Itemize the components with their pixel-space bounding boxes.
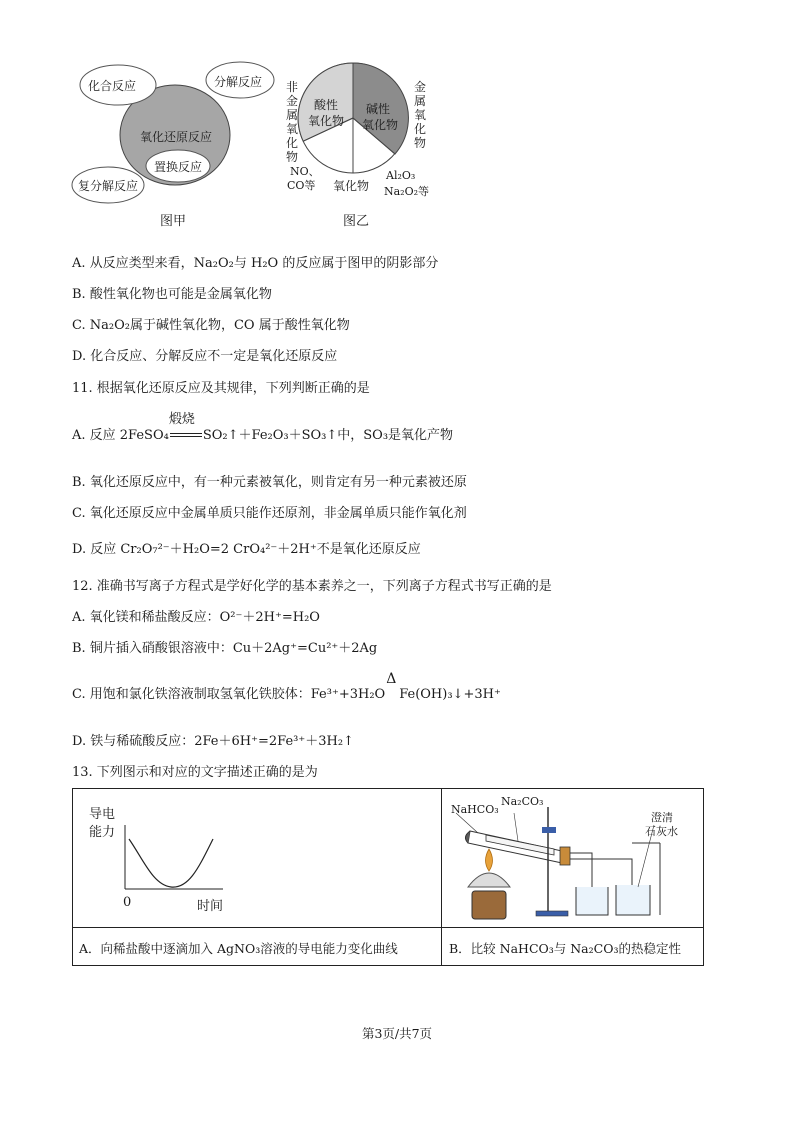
- basic-label-2: 氧化物: [362, 118, 399, 132]
- acidic-label-1: 酸性: [314, 98, 339, 112]
- stand-base: [536, 911, 568, 916]
- alcohol-lamp-base: [472, 891, 506, 919]
- page-footer: 第3页/共7页: [361, 1026, 433, 1041]
- q10-option-d: D. 化合反应、分解反应不一定是氧化还原反应: [72, 349, 338, 364]
- figure-jia-caption: 图甲: [160, 214, 187, 229]
- conductivity-curve: [129, 839, 213, 887]
- no-co-label-2: CO等: [287, 179, 316, 192]
- q11-a-prefix: A. 反应 2FeSO₄: [72, 428, 169, 443]
- q11-a-arrow: [168, 412, 203, 445]
- q12-c-prefix: C. 用饱和氯化铁溶液制取氢氧化铁胶体：Fe³⁺+3H₂O: [72, 687, 386, 702]
- q11-a-double-line: [170, 433, 202, 437]
- basic-label-1: 碱性: [366, 102, 391, 116]
- q10-option-c: C. Na₂O₂属于碱性氧化物，CO 属于酸性氧化物: [72, 318, 350, 333]
- q12-option-a: A. 氧化镁和稀盐酸反应：O²⁻＋2H⁺=H₂O: [72, 610, 320, 625]
- q13-table: [72, 788, 704, 966]
- q13-caption-a: A．向稀盐酸中逐滴加入 AgNO₃溶液的导电能力变化曲线: [79, 941, 398, 956]
- clamp: [542, 827, 556, 833]
- double-decomposition-label: 复分解反应: [78, 179, 139, 193]
- q11-option-c: C. 氧化还原反应中金属单质只能作还原剂，非金属单质只能作氧化剂: [72, 506, 467, 521]
- nonmetal-oxide-label: 非金属氧化物: [286, 80, 299, 164]
- q12-option-b: B. 铜片插入硝酸银溶液中：Cu＋2Ag⁺=Cu²⁺＋2Ag: [72, 641, 378, 656]
- graph-origin: 0: [123, 895, 132, 910]
- redox-label: 氧化还原反应: [140, 130, 213, 144]
- decomposition-label: 分解反应: [214, 75, 263, 89]
- stopper: [560, 847, 570, 865]
- q11-a-suffix: SO₂↑＋Fe₂O₃＋SO₃↑中，SO₃是氧化产物: [202, 428, 454, 443]
- graph-xlabel: 时间: [197, 899, 224, 914]
- na2co3-label: Na₂CO₃: [501, 795, 544, 808]
- lamp-shade: [468, 873, 510, 887]
- lamp-flame: [486, 849, 493, 871]
- displacement-label: 置换反应: [154, 160, 203, 174]
- oxide-label: 氧化物: [333, 179, 370, 193]
- no-co-label-1: NO、: [290, 165, 320, 178]
- nahco3-label: NaHCO₃: [451, 803, 499, 816]
- q12-c-arrow: [385, 671, 399, 704]
- na2o2-label: Na₂O₂等: [384, 185, 430, 198]
- q12-option-d: D. 铁与稀硫酸反应：2Fe＋6H⁺=2Fe³⁺＋3H₂↑: [72, 734, 354, 749]
- q12-c-condition: Δ: [386, 671, 397, 687]
- al2o3-label: Al₂O₃: [386, 169, 416, 182]
- q11-stem: 11. 根据氧化还原反应及其规律，下列判断正确的是: [72, 381, 370, 396]
- metal-oxide-label: 金属氧化物: [414, 80, 427, 150]
- q11-option-b: B. 氧化还原反应中，有一种元素被氧化，则肯定有另一种元素被还原: [72, 475, 467, 490]
- beaker-1: [576, 887, 608, 915]
- q12-c-suffix: Fe(OH)₃↓+3H⁺: [399, 687, 501, 702]
- acidic-label-2: 氧化物: [308, 114, 345, 128]
- figure-yi-caption: 图乙: [343, 214, 370, 229]
- q12-option-c: [72, 671, 501, 704]
- q13-stem: 13. 下列图示和对应的文字描述正确的是为: [72, 765, 318, 780]
- limewater-label-1: 澄清: [651, 811, 673, 824]
- graph-ylabel-1: 导电: [89, 807, 116, 822]
- graph-ylabel-2: 能力: [89, 825, 116, 840]
- q13-caption-b: B．比较 NaHCO₃与 Na₂CO₃的热稳定性: [449, 941, 681, 956]
- q12-stem: 12. 准确书写离子方程式是学好化学的基本素养之一，下列离子方程式书写正确的是: [72, 579, 552, 594]
- limewater-label-2: 石灰水: [645, 825, 678, 838]
- q10-option-b: B. 酸性氧化物也可能是金属氧化物: [72, 287, 272, 302]
- q11-option-d: D. 反应 Cr₂O₇²⁻＋H₂O=2 CrO₄²⁻＋2H⁺不是氧化还原反应: [72, 542, 421, 557]
- q11-a-condition: 煅烧: [168, 412, 195, 427]
- combination-label: 化合反应: [88, 79, 137, 93]
- q13-table-hline: [73, 927, 703, 928]
- q11-option-a: [72, 412, 454, 445]
- q10-option-a: A. 从反应类型来看，Na₂O₂与 H₂O 的反应属于图甲的阴影部分: [72, 256, 439, 271]
- beaker-2: [616, 885, 650, 915]
